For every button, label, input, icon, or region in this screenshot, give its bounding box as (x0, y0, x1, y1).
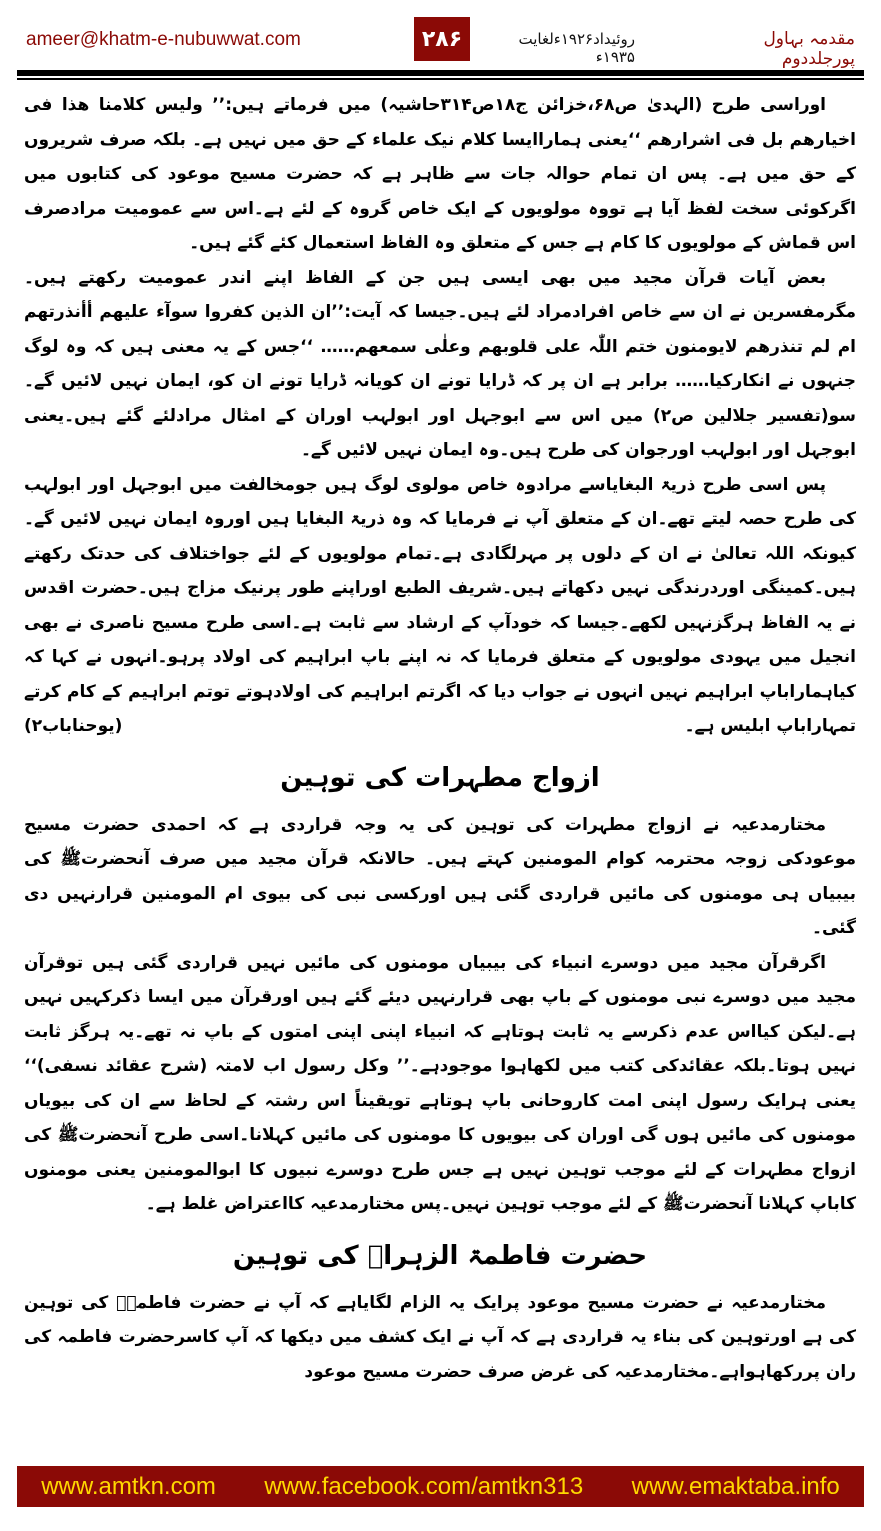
footer-link-facebook[interactable]: www.facebook.com/amtkn313 (264, 1472, 584, 1500)
section-heading: ازواج مطہرات کی توہین (280, 762, 600, 793)
page-footer (17, 1466, 864, 1507)
period-subtitle: روئیداد۱۹۲۶ءلغایت ۱۹۳۵ء (518, 30, 635, 66)
header-divider-thick (17, 70, 864, 76)
paragraph: بعض آیات قرآن مجید میں بھی ایسی ہیں جن کے الفاظ اپنے اندر عمومیت رکھتے ہیں۔مگرمفسرین نے ان سے خاص افرادمراد لئے ہیں۔جیسا کہ آیت:’’ان الذین کفروا سوآء علیھم أأنذرتھم ام لم تنذرھم لایومنون ختم اللّٰہ علی قلوبھم وعلٰی سمعھم…… ‘‘جس کے یہ معنی ہیں کہ وہ لوگ جنہوں نے انکارکیا…… برابر ہے ان پر کہ ڈرایا تونے ان کویانہ ڈرایا تونے ان کو، ایمان نہیں لائیں گے۔سو(تفسیر جلالین ص۲) میں اس سے ابوجہل اور ابولہب اوران کے امثال مرادلئے گئے ہیں۔یعنی ابوجہل اور ابولہب اورجوان کی طرح ہیں۔وہ ایمان نہیں لائیں گے۔ (24, 267, 856, 460)
section-heading: حضرت فاطمۃ الزہراؓ کی توہین (232, 1240, 648, 1271)
book-title: مقدمہ بہاول پورجلددوم (763, 29, 855, 69)
paragraph: اوراسی طرح (الہدیٰ ص۶۸،خزائن ج۱۸ص۳۱۴حاشیہ) میں فرماتے ہیں:’’ ولیس کلامنا ھذا فی اخیارھم بل فی اشرارھم ‘‘یعنی ہماراایسا کلام نیک علماء کے حق میں نہیں ہے۔ بلکہ صرف شریروں کے حق میں ہے۔ پس ان تمام حوالہ جات سے ظاہر ہے کہ حضرت مسیح موعود کی کتابوں میں اگرکوئی سخت لفظ آیا ہے تووہ مولویوں کے ایک خاص گروہ کے لئے ہے۔اس سے عمومیت مرادصرف اس قماش کے مولویوں کا کام ہے جس کے متعلق وہ الفاظ استعمال کئے گئے ہیں۔ (24, 95, 856, 253)
paragraph (24, 468, 856, 744)
paragraph: اگرقرآن مجید میں دوسرے انبیاء کی بیبیاں مومنوں کی مائیں نہیں قراردی گئی ہیں توقرآن مجید میں دوسرے نبی مومنوں کے باپ بھی قرارنہیں دیئے گئے ہیں اورقرآن میں ایسا ذکرکہیں نہیں ہے۔لیکن کیااس عدم ذکرسے یہ ثابت ہوتاہے کہ انبیاء اپنی اپنی امتوں کے باپ نہ تھے۔یہ ہرگز ثابت نہیں ہوتا۔بلکہ عقائدکی کتب میں لکھاہوا موجودہے۔’’ وکل رسول اب لامتہ (شرح عقائد نسفی)‘‘ یعنی ہرایک رسول اپنی امت کاروحانی باپ ہوتاہے تویقیناً اس رشتہ کے لحاظ سے ان کی بیویاں مومنوں کی مائیں ہوں گی اوران کی بیویوں کا مومنوں کی مائیں کہلانا۔اسی طرح آنحضرتﷺ کی ازواج مطہرات کے لئے موجب توہین نہیں ہے جس طرح دوسرے نبیوں کا ابوالمومنین یعنی مومنوں کاباپ کہلانا آنحضرتﷺ کے لئے موجب توہین نہیں۔پس مختارمدعیہ کااعتراض غلط ہے۔ (24, 952, 856, 1214)
email-address[interactable]: ameer@khatm-e-nubuwwat.com (26, 29, 301, 50)
bible-reference: (یوحناباب۲) (24, 716, 123, 736)
page-number-badge: ۲۸۶ (414, 17, 470, 61)
page-body (24, 88, 856, 1389)
paragraph: مختارمدعیہ نے حضرت مسیح موعود پرایک یہ الزام لگایاہے کہ آپ نے حضرت فاطمہؓ کی توہین کی ہے اورتوہین کی بناء یہ قراردی ہے کہ آپ نے ایک کشف میں دیکھا کہ آپ کاسرحضرت فاطمہ کی ران پررکھاہواہے۔مختارمدعیہ کی غرض صرف حضرت مسیح موعود (24, 1292, 856, 1382)
page-header (0, 0, 881, 70)
paragraph-text: پس اسی طرح ذریۃ البغایاسے مرادوہ خاص مولوی لوگ ہیں جومخالفت میں ابوجہل اور ابولہب کی طرح حصہ لیتے تھے۔ان کے متعلق آپ نے فرمایا کہ وہ ذریۃ البغایا ہیں اوروہ ایمان نہیں لائیں گے۔ کیونکہ اللہ تعالیٰ نے ان کے دلوں پر مہرلگادی ہے۔تمام مولویوں کے لئے جواختلاف کی حدتک رکھتے ہیں۔کمینگی اوردرندگی نہیں دکھاتے ہیں۔شریف الطبع اوراپنے طور پرنیک مزاج ہیں۔حضرت اقدس نے یہ الفاظ ہرگزنہیں لکھے۔جیسا کہ خودآپ کے ارشاد سے ثابت ہے۔اسی طرح مسیح ناصری نے بھی انجیل میں یہودی مولویوں کے متعلق فرمایا کہ نہ اپنے باپ ابراہیم کی اولاد پرہو۔انہوں نے کہا کہ کیاہماراباپ ابراہیم نہیں انہوں نے جواب دیا کہ اگرتم ابراہیم کی اولادہوتے توتم ابراہیم کے کام کرتے تمہاراباپ ابلیس ہے۔ (24, 474, 856, 736)
paragraph: مختارمدعیہ نے ازواج مطہرات کی توہین کی یہ وجہ قراردی ہے کہ احمدی حضرت مسیح موعودکی زوجہ محترمہ کوام المومنین کہتے ہیں۔ حالانکہ قرآن مجید میں صرف آنحضرتﷺ کی بیبیاں ہی مومنوں کی مائیں قراردی گئی ہیں اورکسی نبی کی بیوی ام المومنین قرارنہیں دی گئی۔ (24, 814, 856, 938)
header-divider-thin (17, 78, 864, 80)
footer-link-amtkn[interactable]: www.amtkn.com (41, 1472, 216, 1500)
footer-link-emaktaba[interactable]: www.emaktaba.info (631, 1472, 840, 1500)
